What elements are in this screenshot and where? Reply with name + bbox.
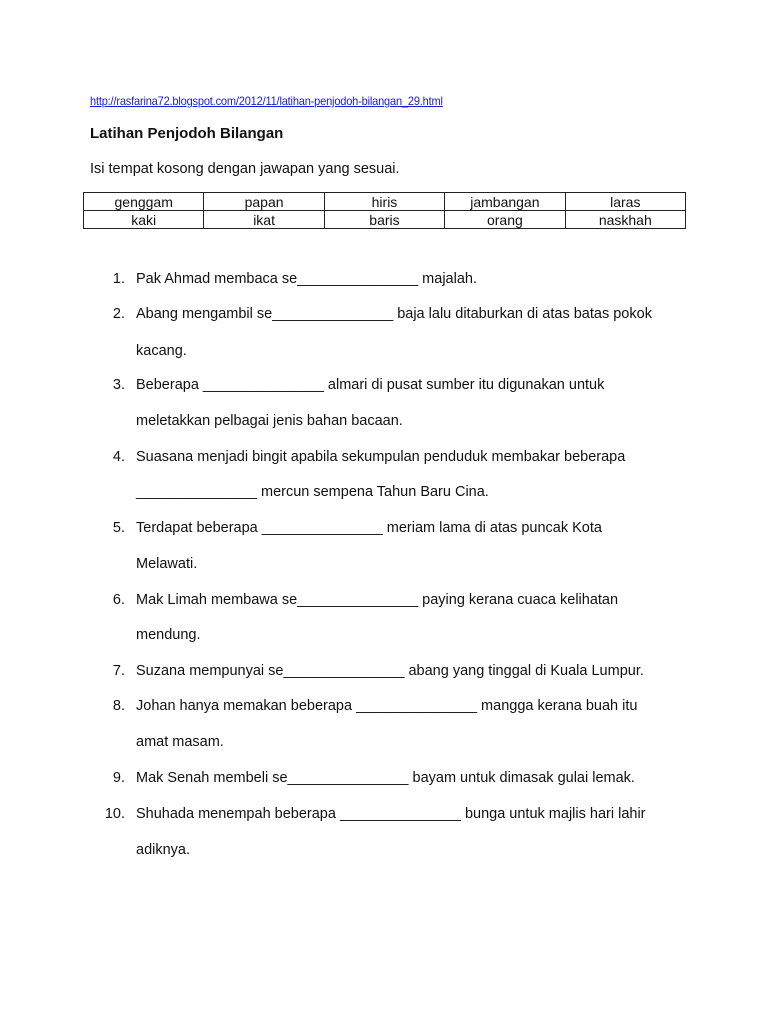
word-bank-table [83,192,686,229]
word-bank-cell: genggam [84,193,204,211]
question-number: 7. [112,663,125,679]
question-text-line: Suzana mempunyai se_______________ abang yang tinggal di Kuala Lumpur. [136,663,644,679]
question-text-line: kacang. [136,343,187,359]
question-number: 8. [112,698,125,714]
word-bank-cell: jambangan [445,193,565,211]
question-number: 6. [112,592,125,608]
question-text-line: Terdapat beberapa _______________ meriam lama di atas puncak Kota [136,520,602,536]
question-text-line: Mak Limah membawa se_______________ paying kerana cuaca kelihatan [136,592,619,608]
source-url-link[interactable]: http://rasfarina72.blogspot.com/2012/11/latihan-penjodoh-bilangan_29.html [90,94,443,108]
word-bank-row [84,193,686,211]
question-text-line: Mak Senah membeli se_______________ bayam untuk dimasak gulai lemak. [136,770,635,786]
question-number: 9. [112,770,125,786]
question-text-line: adiknya. [136,842,191,858]
question-text-line: amat masam. [136,734,224,750]
instruction-text: Isi tempat kosong dengan jawapan yang sesuai. [90,161,400,177]
question-number: 5. [112,520,125,536]
question-text-line: Suasana menjadi bingit apabila sekumpulan penduduk membakar beberapa [136,449,626,465]
word-bank-cell: orang [445,211,565,229]
question-text-line: Johan hanya memakan beberapa _______________ mangga kerana buah itu [136,698,638,714]
question-text-line: mendung. [136,627,201,643]
question-number: 2. [112,306,125,322]
worksheet-title: Latihan Penjodoh Bilangan [90,125,284,142]
question-number: 1. [112,271,125,287]
word-bank-cell: baris [324,211,444,229]
word-bank-row [84,211,686,229]
word-bank-cell: kaki [84,211,204,229]
word-bank-cell: hiris [324,193,444,211]
word-bank-cell: ikat [204,211,324,229]
question-text-line: Melawati. [136,556,198,572]
question-text-line: _______________ mercun sempena Tahun Baru Cina. [136,484,489,500]
question-text-line: Pak Ahmad membaca se_______________ majalah. [136,271,477,287]
question-number: 3. [112,377,125,393]
question-number: 10. [104,806,125,822]
word-bank-cell: papan [204,193,324,211]
question-text-line: meletakkan pelbagai jenis bahan bacaan. [136,413,403,429]
question-text-line: Beberapa _______________ almari di pusat sumber itu digunakan untuk [136,377,605,393]
word-bank-cell: naskhah [565,211,685,229]
question-text-line: Shuhada menempah beberapa _______________ bunga untuk majlis hari lahir [136,806,646,822]
question-text-line: Abang mengambil se_______________ baja lalu ditaburkan di atas batas pokok [136,306,652,322]
question-number: 4. [112,449,125,465]
word-bank-cell: laras [565,193,685,211]
